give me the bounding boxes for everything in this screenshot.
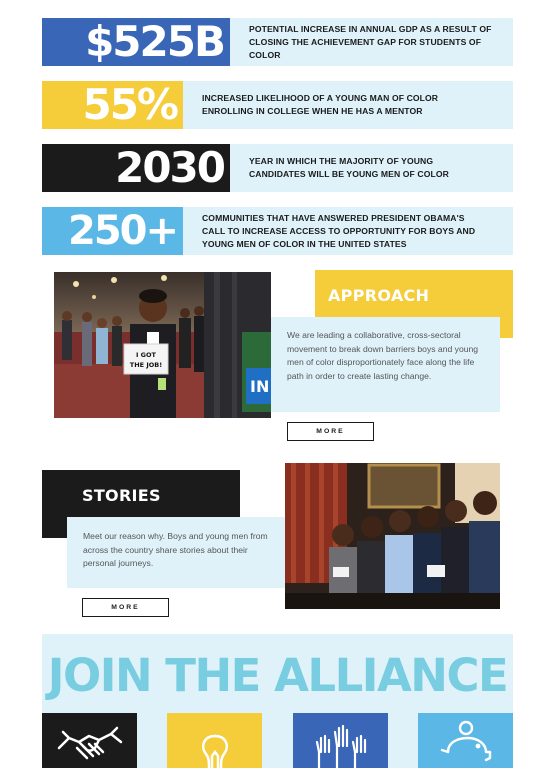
stories-more-button[interactable]: MORE [82, 598, 169, 617]
approach-photo-illustration [54, 272, 271, 418]
raised-hands-icon [311, 718, 371, 768]
stat-number-gdp: $525B [42, 18, 230, 66]
stat-text-gdp: POTENTIAL INCREASE IN ANNUAL GDP AS A RESULT OF CLOSING THE ACHIEVEMENT GAP FOR STUDENTS OF COLOR [249, 23, 492, 60]
join-title: JOIN THE ALLIANCE [47, 649, 508, 702]
stat-text-mentor: INCREASED LIKELIHOOD OF A YOUNG MAN OF COLOR ENROLLING IN COLLEGE WHEN HE HAS A MENTOR [202, 93, 439, 116]
stories-photo [285, 463, 500, 609]
approach-body: We are leading a collaborative, cross-sectoral movement to break down barriers boys and young men of color disproportionately face along the life path in order to create lasting change. [287, 330, 479, 381]
stat-text-communities: COMMUNITIES THAT HAVE ANSWERED PRESIDENT OBAMA'S CALL TO INCREASE ACCESS TO OPPORTUNITY FOR BOYS AND YOUNG MEN OF COLOR IN THE UNITED STATES [202, 212, 476, 249]
handshake-icon [55, 718, 125, 768]
stories-info-box [67, 517, 285, 588]
approach-title: APPROACH [328, 286, 430, 305]
stat-number-communities: 250+ [42, 207, 183, 255]
stories-title: STORIES [82, 486, 161, 505]
stat-text-2030: YEAR IN WHICH THE MAJORITY OF YOUNG CANDIDATES WILL BE YOUNG MEN OF COLOR [249, 156, 449, 179]
stories-body: Meet our reason why. Boys and young men from across the country share stories about their personal journeys. [83, 531, 268, 568]
svg-text:THE JOB!: THE JOB! [129, 361, 163, 369]
join-tile-raised-hands[interactable] [293, 713, 388, 768]
stat-number-mentor: 55% [42, 81, 183, 129]
stat-number-2030: 2030 [42, 144, 230, 192]
lightbulb-icon [190, 718, 240, 768]
join-tile-lightbulb[interactable] [167, 713, 262, 768]
join-tile-piggy-bank[interactable] [418, 713, 513, 768]
approach-info-box [271, 317, 500, 412]
stories-photo-illustration [285, 463, 500, 609]
approach-photo [54, 272, 271, 418]
join-tile-handshake[interactable] [42, 713, 137, 768]
approach-more-button[interactable]: MORE [287, 422, 374, 441]
piggy-bank-icon [436, 718, 496, 768]
banner-text: IN [250, 377, 270, 396]
svg-text:I GOT: I GOT [136, 351, 156, 359]
